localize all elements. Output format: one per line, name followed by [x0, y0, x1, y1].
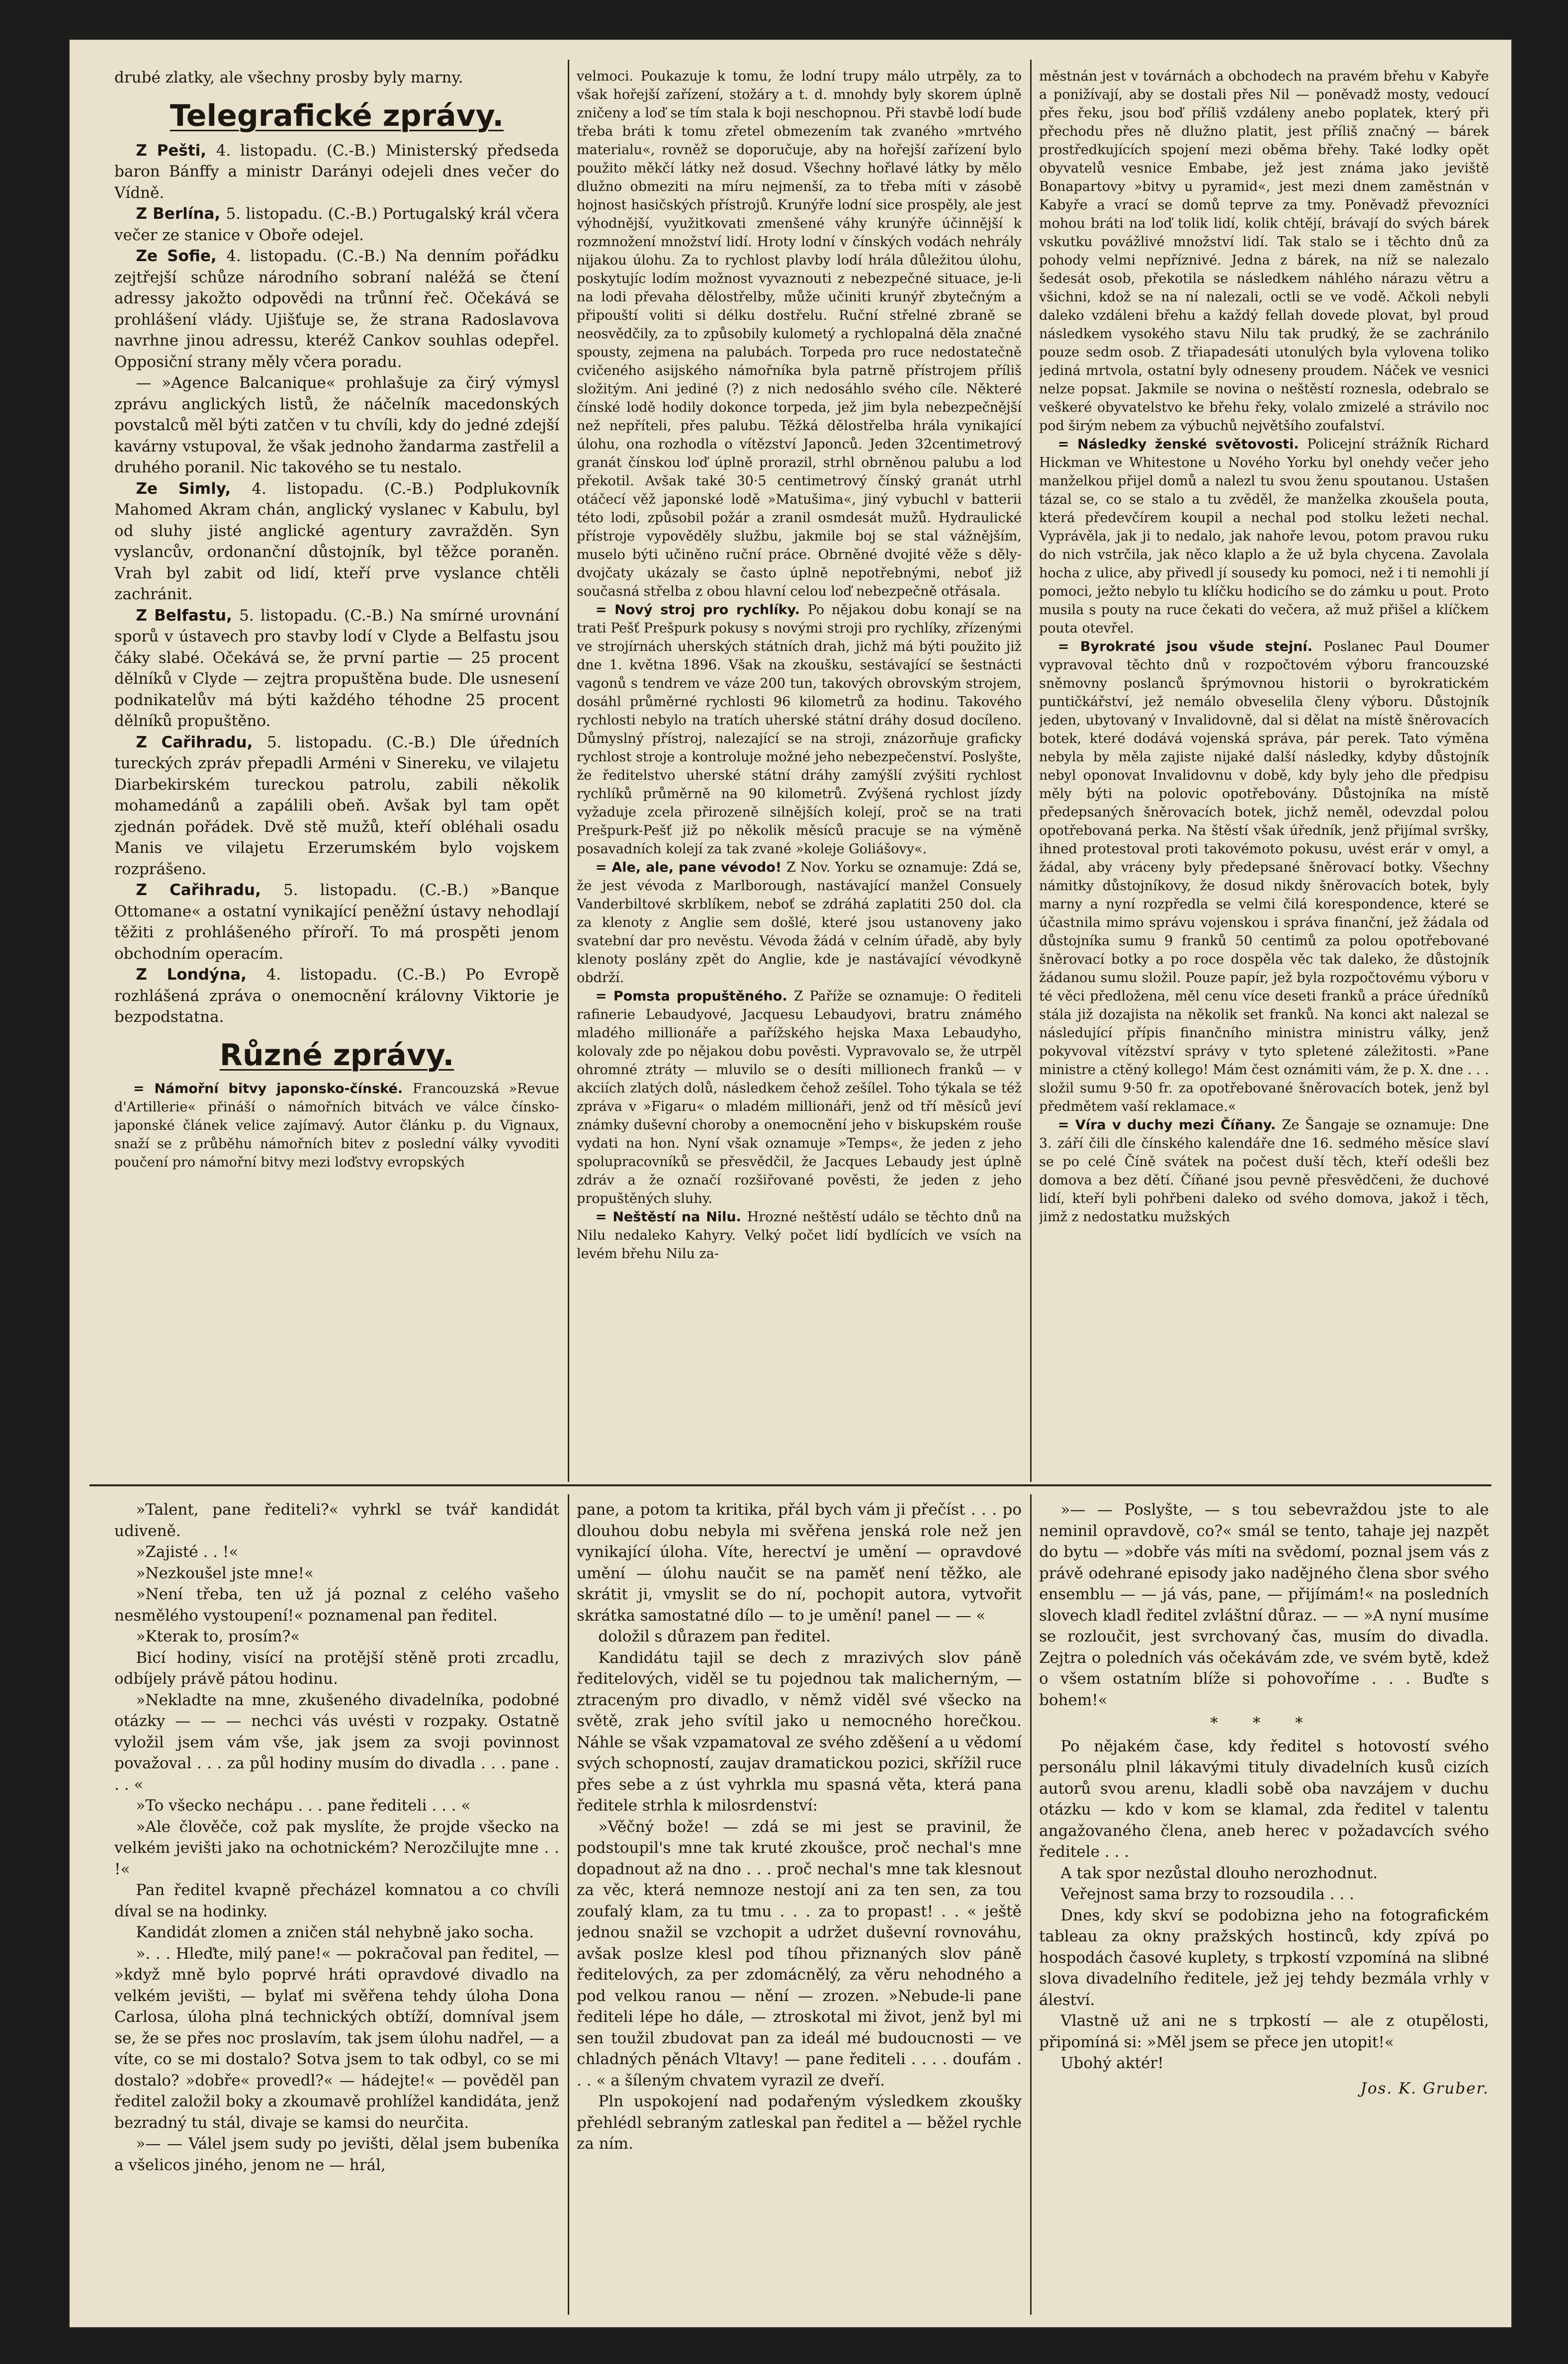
paragraph — [577, 858, 1022, 987]
paragraph: »— — Poslyšte, — s tou sebevraždou jste to ale neminil opravdově, co?« smál se tento, tahaje jej nazpět do bytu — »dobře vás míti na svědomí, poznal jsem vás z právě odehrané episody jako nadějného člena sbor svého ensemblu — — já vás, pane, — přijímám!« na posledních slovech kladl ředitel zvláštní důraz. — — »A nyní musíme se rozloučit, jest svrchovaný čas, musím do divadla. Zejtra o poledních vás očekávám zde, ve svém bytě, kdež o všem ostatním blíže si pohovoříme . . . Buďte s bohem!« — [1039, 1501, 1489, 1709]
telegram-item — [114, 372, 559, 478]
telegram-item — [114, 880, 559, 964]
paragraph: doložil s důrazem pan ředitel. — [598, 1628, 831, 1645]
paragraph: pane, a potom ta kritika, přál bych vám ji přečíst . . . po dlouhou dobu nebyla mi svěřena jenská role než jen vynikající úloha. Víte, herectví je umění — opravdové umění — úlohu naučit se na paměť není těžko, ale skrátit ji, vmyslit se do ní, pochopit autora, vytvořit skrátka samostatné dílo — to je umění! panel — — « — [577, 1501, 1022, 1625]
paragraph: ». . . Hleďte, milý pane!« — pokračoval pan ředitel, — »když mně bylo poprvé hráti opravdové divadlo na velkém jevišti, — bylať mi svěřena tehdy úloha Dona Carlosa, úloha plná technických obtíží, domníval jsem se, že se přes noc proslavím, tak jsem úlohu nadřel, — a víte, co se mi dostalo? Sotva jsem to tak odbyl, co se mi dostalo? »dobře« provedl?« — hádejte!« — pověděl pan ředitel založil boky a zkoumavě prohlížel kandidáta, jenž bezradný tu stál, divaje se kamsi do neurčita. — [114, 1944, 559, 2132]
column-divider — [1030, 1494, 1032, 2315]
telegram-city: Ze Sofie, — [136, 247, 227, 265]
telegram-city: Z Cařihradu, — [136, 733, 267, 751]
misc-news-list — [114, 1080, 559, 1172]
telegram-item — [114, 140, 559, 204]
news-headline: = Pomsta propuštěného. — [595, 989, 794, 1004]
paragraph: Pln uspokojení nad podařeným výsledkem zkoušky přehlédl sebraným zatleskal pan ředitel a — běžel rychle za ním. — [577, 2092, 1022, 2153]
column-divider — [568, 1494, 569, 2315]
newspaper-page — [70, 40, 1511, 2327]
news-headline: = Námořní bitvy japonsko-čínské. — [133, 1081, 413, 1096]
telegram-text: — »Agence Balcanique« prohlašuje za čirý výmysl zprávu anglických listů, že náčelník macedonských povstalců měl býti zatčen v tu chvíli, kdy do jedné zdejší kavárny vstupoval, že však jednoho žandarma zastřelil a druhého poranil. Nic takového se tu nestalo. — [114, 374, 559, 476]
author-signature: Jos. K. Gruber. — [1360, 2079, 1489, 2097]
telegram-text: 4. listopadu. (C.-B.) Na denním pořádku zejtřejší schůze národního sobraní naléžá se čtení adressy jakožto odpovědi na trůnní řeč. Očekává se prohlášení vlády. Ujišťuje se, že strana Radoslavova navrhne jinou adressu, kteréž Cankov souhlas odepřel. Opposiční strany měly včera poradu. — [114, 247, 559, 371]
feuilleton-column-2 — [577, 1499, 1022, 2315]
paragraph — [114, 1080, 559, 1172]
paragraph: Pan ředitel kvapně přecházel komnatou a co chvíli díval se na hodinky. — [114, 1881, 559, 1920]
telegram-item — [114, 203, 559, 246]
telegram-item — [114, 246, 559, 372]
misc-heading: Různé zprávy. — [219, 1037, 454, 1073]
paragraph: »Ale člověče, což pak myslíte, že projde všecko na velkém jevišti jako na ochotnickém? Nerozčilujte mne . . !« — [114, 1818, 559, 1878]
column-divider — [1030, 60, 1032, 1482]
telegram-text: 5. listopadu. (C.-B.) Dle úředních tureckých zpráv přepadli Arméni v Sinereku, ve vilajetu Diarbekirském tureckou patrolu, zabili několik mohamedánů a zapálili obeň. Avšak byl tam opět zjednán pořádek. Dvě stě mužů, kteří obléhali osadu Manis ve vilajetu Erzerumském bylo vojskem rozprášeno. — [114, 733, 559, 878]
section-stars: * * * — [1210, 1714, 1318, 1732]
paragraph — [577, 987, 1022, 1208]
news-headline: = Víra v duchy mezi Číňany. — [1057, 1117, 1282, 1133]
paragraph: A tak spor nezůstal dlouho nerozhodnut. — [1060, 1864, 1378, 1882]
news-text: Po nějakou dobu konají se na trati Pešť Prešpurk pokusy s novými stroji pro rychlíky, zřízenými ve strojírnách uherských státních drah, jichž má býti použito již dne 1. května 1896. Však na zkoušku, sestávající se šestnácti vagonů s tendrem ve váze 200 tun, takových obrovským strojem, dosáhl průměrné rychlosti 96 kilometrů za hodinu. Takového rychlosti nebylo na tratích uherské státní dráhy dosud docíleno. Důmyslný přístroj, nalezající se na stroji, znázorňuje graficky rychlost stroje a kontroluje možné jeho nebezpečenství. Poslyšte, že ředitelstvo uherské státní dráhy zamýšlí zvýšiti rychlost rychlíků průměrně na 90 kilometrů. Zvýšená rychlost jízdy vyžaduje zcela přirozeně silnějších kolejí, proč se na trati Prešpurk-Pešť již po několik měsíců pracuje se na výměně posavadních kolejí za tak zvané »koleje Goliášovy«. — [577, 602, 1022, 857]
news-text: Z Nov. Yorku se oznamuje: Zdá se, že jest vévoda z Marlborough, nastávající manžel Consuely Vanderbiltové skrblíkem, neboť se zdráhá zaplatiti 250 dol. cla za klenoty z Anglie sem došlé, které jsou ustanoveny jako svatební dar pro nevěstu. Vévoda žádá v celním úřadě, aby byly klenoty poslány zpět do Anglie, kde je nastávající vévodkyně obdrží. — [577, 860, 1022, 986]
paragraph: Kandidátu tajil se dech z mrazivých slov páně ředitelových, viděl se tu pojednou tak malicherným, — ztraceným pro divadlo, v němž viděl své všecko na světě, zrak jeho svítil jako u nemocného horečkou. Náhle se však vzpamatoval ze svého zděšení a u vědomí svých schopností, zaujav dramatickou pozici, skřížil ruce přes sebe a z úst vyhrkla mu spasná věta, která pana ředitele strhla k milosrdenství: — [577, 1648, 1022, 1815]
news-text: Poslanec Paul Doumer vypravoval těchto dnů v rozpočtovém výboru francouzské sněmovny poslanců šprýmovnou historii o byrokratickém puntičkářství, jež nemálo obveselila členy výboru. Důstojník jeden, ubytovaný v Invalidovně, dal si dělat na místě šněrovacích botek, které dodává vojenská správa, pár perek. Tato výměna nebyla by měla zajiste nijaké další následky, kdyby důstojník nebyl oponovat Invalidovnu v době, kdy byly jeho dle předpisu měly býti na polovic opotřebovány. Důstojníka na místě předepsaných šněrovacích botek, jichž neměl, odevzdal polou opotřebovaná perka. Na štěstí však úředník, jenž přijímal svršky, ihned protestoval proti takovémoto pokusu, uvést erár v omyl, a žádal, aby vráceny byly předepsané šněrovací botky. Všechny námitky důstojníkovy, že dosud nikdy šněrovacích botek, byly marny a nyní rozpředla se velmi čilá korespondence, které se účastnila mimo správu vojenskou i správa finanční, jež žádala od důstojníka sumu 9 franků 50 centimů za polou opotřebované šněrovací botky a po roce dospěla věc tak daleko, že důstojník žádanou sumu složil. Pouze papír, jež byla rozpočtovému výboru v té věci předložena, měl cenu více deseti franků a práce úředníků stála již dozajista na několik set franků. Na konci akt nalezal se následující přípis finančního ministra ministru války, jenž pokyvoval vítězství správy v tyto spletené záležitosti. »Pane ministre a ctěný kollego! Mám čest oznámiti vám, že p. X. dne . . . složil sumu 9·50 fr. za opotřebované šněrovacích botek, jenž byl předmětem vaší reklamace.« — [1039, 639, 1489, 1114]
news-headline: = Následky ženské světovosti. — [1057, 437, 1307, 452]
paragraph — [577, 601, 1022, 858]
telegram-city: Z Pešti, — [136, 141, 216, 160]
feuilleton-separator — [89, 1484, 1491, 1486]
paragraph: »Kterak to, prosím?« — [136, 1628, 300, 1645]
column-1 — [114, 67, 559, 1474]
paragraph: »— — Válel jsem sudy po jevišti, dělal jsem bubeníka a všelicos jiného, jenom ne — hrál, — [114, 2135, 559, 2174]
paragraph: »Není třeba, ten už já poznal z celého vašeho nesmělého vystoupení!« poznamenal pan ředitel. — [114, 1585, 559, 1625]
telegram-city: Z Londýna, — [136, 966, 266, 984]
news-text: Francouzská »Revue d'Artillerie« přináší o námořních bitvách ve válce čínsko-japonské článek velice zajímavý. Autor článku p. du Vignaux, snaží se z průběhu námořních bitev z poslední války vyvoditi poučení pro námořní bitvy mezi loďstvy evropských — [114, 1081, 559, 1170]
telegram-city: Z Belfastu, — [136, 606, 240, 625]
telegram-text: 5. listopadu. (C.-B.) Na smírné urovnání sporů v ústavech pro stavby lodí v Clyde a Belfastu jsou čáky slabé. Očekává se, že první partie — 25 procent dělníků v Clyde — zejtra propuštěna bude. Dle usnesení podnikatelův má býti každého téhodne 25 procent dělníků propuštěno. — [114, 606, 559, 730]
paragraph: »Nekladte na mne, zkušeného divadelníka, podobné otázky — — — nechci vás uvésti v rozpaky. Ostatně vyložil jsem vám vše, jak jsem za svoji povinnost považoval . . . za půl hodiny musím do divadla . . . pane . . . « — [114, 1691, 559, 1794]
paragraph — [1039, 637, 1489, 1116]
telegram-item — [114, 605, 559, 732]
telegram-item — [114, 964, 559, 1028]
column-divider — [568, 60, 569, 1482]
news-headline: = Ale, ale, pane vévodo! — [595, 860, 787, 875]
column-2 — [577, 67, 1022, 1474]
telegram-text: 4. listopadu. (C.-B.) Ministerský předseda baron Bánffy a ministr Darányi odejeli dnes večer do Vídně. — [114, 141, 559, 202]
news-text: Ze Šangaje se oznamuje: Dne 3. září čili dle čínského kalendáře dne 16. sedmého měsíce slaví se po celé Číně svátek na počest duší těch, kteří odešli bez domova a bez dětí. Číňané jsou pevně přesvědčeni, že duchové lidí, kteří byli pohřbeni daleko od svého domova, jakož i těch, jimž z nedostatku mužských — [1039, 1117, 1489, 1225]
paragraph: »Nezkoušel jste mne!« — [136, 1564, 314, 1582]
lead-text: drubé zlatky, ale všechny prosby byly marny. — [114, 69, 463, 87]
paragraph: Veřejnost sama brzy to rozsoudila . . . — [1060, 1885, 1354, 1903]
paragraph: Vlastně už ani ne s trpkostí — ale z otupělosti, připomíná si: »Měl jsem se přece jen utopit!« — [1039, 2012, 1489, 2051]
paragraph: městnán jest v továrnách a obchodech na pravém břehu v Kabyře a ponižívají, aby se dostali přes Nil — poněvadž mosty, vedoucí přes řeku, jsou boď příliš vzdáleny anebo poplatek, který při přechodu přes ně dlužno platit, jest příliš značný — bárek prostředkujících spojení mezi oběma břehy. Také lodky opět obyvatelů vesnice Embabe, jež jest známa jako jeviště Bonapartovy »bitvy u pyramid«, jest mezi dnem zaměstnán v Kabyře a vrací se domů teprve za tmy. Poněvadž převozníci mohou bráti na loď tolik lidí, kolik chtějí, brávají do svých bárek vskutku povážlivé množství lidí. Tak stalo se i těchto dnů za pohody velmi nepříznivé. Jedna z bárek, na níž se nalezalo šedesát osob, překotila se následkem náhlého nárazu větru a všichni, kdož se na ní nalezali, octli se ve vodě. Ačkoli nebyli daleko vzdáleni břehu a každý fellah dovede plovat, byl proud následkem vysokého stavu Nilu tak prudký, že se zachránilo pouze sedm osob. Z třiapadesáti utonulých byla vylovena toliko jediná mrtvola, ostatní byly odneseny proudem. Náček ve vesnici nelze popsat. Jakmile se novina o neštěstí roznesla, odebralo se veškeré obyvatelstvo ke břehu řeky, volalo zmizelé a strávilo noc pod širým nebem za výbuchů největšího zoufalství. — [1039, 69, 1489, 434]
paragraph: Ubohý aktér! — [1060, 2054, 1164, 2072]
paragraph: Kandidát zlomen a zničen stál nehybně jako socha. — [136, 1923, 534, 1941]
paragraph: Bicí hodiny, visící na protější stěně proti zrcadlu, odbíjely právě pátou hodinu. — [114, 1648, 559, 1688]
telegrams-heading: Telegrafické zprávy. — [170, 98, 504, 133]
paragraph: »Věčný bože! — zdá se mi jest se pravinil, že podstoupil's mne tak kruté zkoušce, proč nechal's mne dopadnout až na dno . . . proč nechal's mne tak klesnout za věc, která nemnoze nestojí ani za ten sen, za tou zoufalý klam, za tu tmu . . . za to propast! . . « ještě jednou snažil se vzchopit a udržet duševní rovnováhu, avšak poslze klesl pod tíhou přiznaných slov páně ředitelových, za per zdomácnělý, za věru nehodného a pod velkou ranou — nění — zrozen. »Nebude-li pane řediteli lépe ho dále, — ztroskotal mi život, jenž byl mi sen toužil zbudovat pan za ideál mé budoucnosti — ve chladných pěnách Vltavy! — pane řediteli . . . . doufám . . . « a šíleným chvatem vyrazil ze dveří. — [577, 1818, 1022, 2090]
column-3 — [1039, 67, 1489, 1474]
news-text: Policejní strážník Richard Hickman ve Whitestone u Nového Yorku byl onehdy večer jeho manželkou přijel domů a nalezl tu svou ženu spoutanou. Ustašen tázal se, co se stalo a tu zvěděl, že manželka zkoušela pouta, která předevčírem koupil a nechal pod stolku ležeti nechal. Vyprávěla, jak ji to nedalo, jak nahoře levou, potom pravou ruku do nich vstrčila, jak něco klaplo a že už byla chycena. Zavolala hocha z ulice, aby přivedl jí sousedy ku pomoci, než i ti nemohli jí pomoci, ježto nebylo tu klíčku hodicího se do zámku u pout. Proto musila s pouty na ruce čekati do večera, až muž přišel a klíčkem pouta otevřel. — [1039, 437, 1489, 636]
telegram-text: 4. listopadu. (C.-B.) Po Evropě rozhlášená zpráva o onemocnění královny Viktorie je bezpodstatna. — [114, 966, 559, 1026]
paragraph: »Zajisté . . !« — [136, 1543, 239, 1561]
news-text: Z Paříže se oznamuje: O řediteli rafinerie Lebaudyové, Jacquesu Lebaudyovi, bratru známého mladého millionáře a pařížského hejska Maxa Lebaudyho, kolovaly zde po nějakou dobu pověsti. Vypravovalo se, že utrpěl ohromné ztráty — mluvilo se o desíti millionech franků — v akciích zlatých dolů, následkem čehož zešílel. Toho týkala se též zpráva v »Figaru« o mladém millionáři, jenž od tří měsíců jeví známky duševní choroby a onemocnění jeho v biskupském rouše vydati na hon. Nyní však oznamuje »Temps«, že jeden z jeho spolupracovníků se přesvědčil, že Jacques Lebaudy jest úplně zdráv a že označí rozšiřované pověsti, že jeden z jeho propuštěných sluhy. — [577, 989, 1022, 1206]
feuilleton-column-3 — [1039, 1499, 1489, 2315]
telegram-text: 5. listopadu. (C.-B.) »Banque Ottomane« a ostatní vynikající peněžní ústavy nehodlají těžiti z prohlášeného příroří. To má prospěti jenom obchodním operacím. — [114, 881, 559, 963]
feuilleton-column-1 — [114, 1499, 559, 2315]
telegrams-list — [114, 140, 559, 1028]
telegram-item — [114, 732, 559, 880]
news-headline: = Byrokraté jsou všude stejní. — [1057, 639, 1324, 654]
telegram-text: 4. listopadu. (C.-B.) Podplukovník Mahomed Akram chán, anglický vyslanec v Kabulu, byl od sluhy jisté anglické agentury zavražděn. Syn vyslancův, ordonanční důstojník, byl těžce poraněn. Vrah byl zabit od lidí, kteří prve vyslance chtěli zachránit. — [114, 479, 559, 603]
paragraph — [577, 1208, 1022, 1263]
paragraph: Dnes, kdy skví se podobizna jeho na fotografickém tableau za okny pražských hostinců, kdy zpívá po hospodách časové kuplety, s trpkostí vzpomíná na slibné slova divadelního ředitele, jež jej tehdy bezmála vrhly v áleství. — [1039, 1906, 1489, 2009]
news-text: Hrozné neštěstí událo se těchto dnů na Nilu nedaleko Kahyry. Velký počet lidí bydlících ve vsích na levém břehu Nilu za- — [577, 1209, 1022, 1262]
paragraph: »To všecko nechápu . . . pane řediteli . . . « — [136, 1797, 471, 1815]
telegram-city: Z Cařihradu, — [136, 881, 283, 899]
telegram-item — [114, 478, 559, 605]
telegram-city: Z Berlína, — [136, 205, 226, 223]
paragraph — [1039, 1116, 1489, 1226]
telegram-city: Ze Simly, — [136, 479, 252, 498]
paragraph: Po nějakém čase, kdy ředitel s hotovostí svého personálu plnil lákavými tituly divadelních kusů cizích autorů svou arenu, kladli sobě oba navzájem v duchu otázku — kdo v kom se klamal, zda ředitel v talentu angažovaného člena, aneb herec v požadavcích svého ředitele . . . — [1039, 1737, 1489, 1861]
paragraph — [1039, 435, 1489, 637]
telegram-text: 5. listopadu. (C.-B.) Portugalský král včera večer ze stanice v Oboře odejel. — [114, 205, 559, 244]
paragraph: velmoci. Poukazuje k tomu, že lodní trupy málo utrpěly, za to však hořejší zařízení, stožáry a t. d. mnohdy byly skorem úplně zničeny a loď se tím stala k boji neschopnou. Při stavbě lodí bude třeba bráti k tomu zřetel obmezením tak zvaného »mrtvého materialu«, rovněž se doporučuje, aby na hořejší zařízení bylo použito měkčí látky než dosud. Všechny hořlavé látky by mělo dlužno obmeziti na míru nejmenší, za to třeba míti v zásobě hojnost hasičských přístrojů. Krunýře lodní sice prospěly, ale jest výhodnější, využitkovati zmenšené váhy krunýře účinnější k rozmnožení množství lidí. Hroty lodní v čínských vodách nehrály nijakou úlohu. Za to rychlost plavby lodí hrála důležitou úlohu, poskytujíc lodím možnost vyvaznouti z nebezpečné situace, je-li na lodi převaha dělostřelby, může učiniti krunýř zbytečným a připouští voliti si délku dostřelu. Ruční střelné zbraně se neosvědčily, za to způsobily kulometý a rychlopalná děla značné spousty, zejmena na palubách. Torpeda pro ruce nedostatečně cvičeného asijského námořníka byla patrně přístrojem příliš složitým. Ani jediné (?) z nich nedosáhlo svého cíle. Některé čínské lodě hodily dokonce torpeda, jež jim byla nebezpečnější než nepříteli, přes palubu. Těžká dělostřelba hrála vynikající úlohu, ona rozhodla o vítězství Japonců. Jeden 32centimetrový granát čínskou loď úplně prorazil, strhl obrněnou palubu a loď překotil. Avšak také 30·5 centimetrový čínský granát utrhl otáčecí věž japonské lodě »Matušima«, jiný vybuchl v batterii této lodi, způsobil požár a zranil osmdesát mužů. Hydraulické přístroje vypověděly službu, jakmile boj se stal vážnějším, muselo býti učiněno ruční práce. Obrněné dvojité věže s děly-dvojčaty ukázaly se často úplně nepotřebnými, neboť již současná střelba z obou hlavní celou loď nebezpečně otřásala. — [577, 69, 1022, 599]
paragraph: »Talent, pane řediteli?« vyhrkl se tvář kandidát udiveně. — [114, 1501, 559, 1540]
news-headline: = Nový stroj pro rychlíky. — [595, 602, 808, 618]
news-headline: = Neštěstí na Nilu. — [595, 1209, 747, 1225]
